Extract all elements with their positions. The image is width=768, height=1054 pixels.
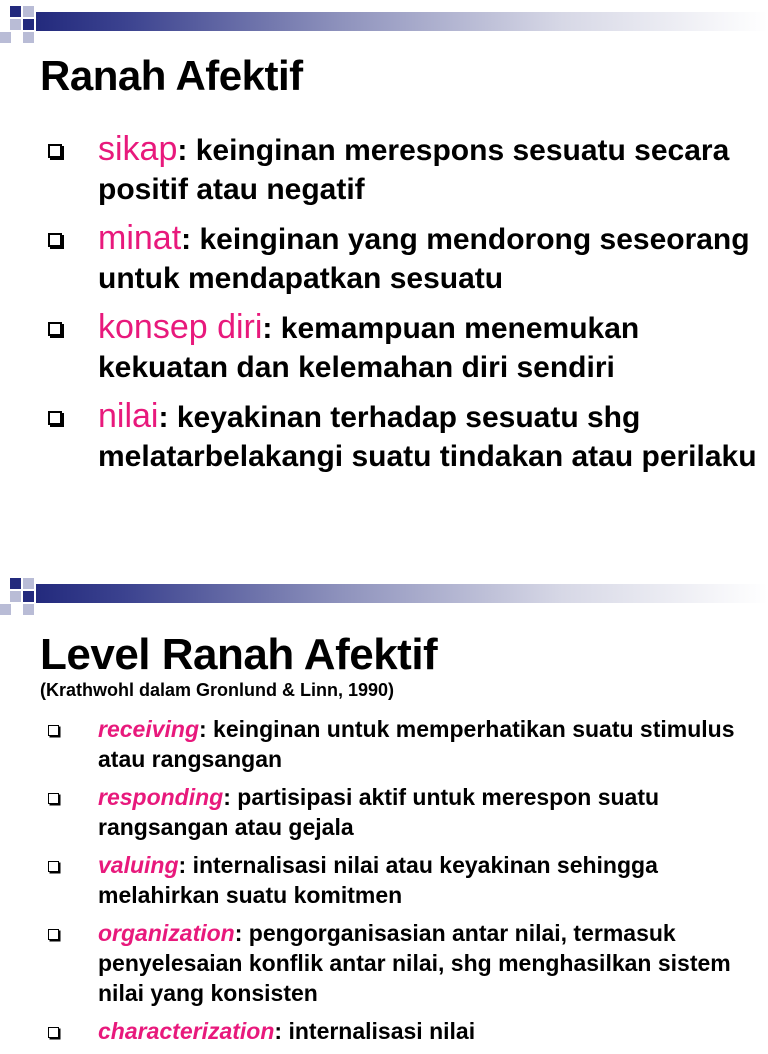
term-label: characterization — [98, 1018, 275, 1044]
term-separator: : — [181, 223, 192, 256]
term-separator: : — [158, 401, 169, 434]
slide-gap — [0, 560, 768, 572]
header-gradient-bar — [36, 12, 768, 31]
slide-header-decoration — [0, 572, 768, 620]
term-separator: : — [234, 920, 243, 946]
checkbox-bullet-icon — [48, 725, 59, 736]
header-square — [23, 604, 34, 615]
definition-text: internalisasi nilai atau keyakinan sehingga melahirkan suatu komitmen — [98, 852, 658, 908]
term-separator: : — [178, 852, 187, 878]
list-item — [0, 397, 760, 476]
term-label: responding — [98, 784, 224, 810]
checkbox-bullet-icon — [48, 233, 62, 247]
term-label: minat — [98, 219, 182, 257]
term-separator: : — [199, 716, 207, 742]
header-square — [23, 19, 34, 30]
list-item — [0, 850, 760, 910]
checkbox-bullet-icon — [48, 861, 59, 872]
header-square — [10, 578, 21, 589]
header-square — [0, 604, 11, 615]
slide-header-decoration — [0, 0, 768, 48]
term-label: receiving — [98, 716, 199, 742]
checkbox-bullet-icon — [48, 929, 59, 940]
definition-text: kemampuan menemukan kekuatan dan kelemahan diri sendiri — [98, 312, 640, 384]
header-square — [23, 578, 34, 589]
definition-text: pengorganisasian antar nilai, termasuk penyelesaian konflik antar nilai, shg menghasilkan sistem nilai yang konsisten — [98, 920, 731, 1006]
definition-text: keinginan untuk memperhatikan suatu stimulus atau rangsangan — [98, 716, 735, 772]
header-square — [23, 32, 34, 43]
header-square — [0, 32, 11, 43]
list-item — [0, 782, 760, 842]
definition-list — [0, 130, 760, 486]
list-item — [0, 130, 760, 209]
term-separator: : — [177, 134, 188, 167]
term-label: sikap — [98, 130, 178, 168]
definition-text: keinginan yang mendorong seseorang untuk mendapatkan sesuatu — [98, 223, 750, 295]
header-square — [23, 591, 34, 602]
term-label: organization — [98, 920, 235, 946]
definition-text: keyakinan terhadap sesuatu shg melatarbelakangi suatu tindakan atau perilaku — [98, 401, 757, 473]
checkbox-bullet-icon — [48, 322, 62, 336]
definition-text: partisipasi aktif untuk merespon suatu rangsangan atau gejala — [98, 784, 660, 840]
header-square — [23, 6, 34, 17]
term-label: konsep diri — [98, 308, 263, 346]
checkbox-bullet-icon — [48, 144, 62, 158]
header-square — [10, 19, 21, 30]
list-item — [0, 918, 760, 1008]
term-separator: : — [274, 1018, 283, 1044]
checkbox-bullet-icon — [48, 1027, 59, 1038]
checkbox-bullet-icon — [48, 411, 62, 425]
term-label: nilai — [98, 397, 159, 435]
definition-text: internalisasi nilai — [282, 1018, 476, 1044]
header-square — [10, 6, 21, 17]
term-separator: : — [262, 312, 273, 345]
list-item — [0, 714, 760, 774]
list-item — [0, 308, 760, 387]
page-title: Level Ranah Afektif — [40, 630, 438, 679]
term-separator: : — [223, 784, 231, 810]
slide-level-ranah-afektif — [0, 572, 768, 1044]
page-title: Ranah Afektif — [40, 52, 303, 99]
header-gradient-bar — [36, 584, 768, 603]
header-square — [10, 591, 21, 602]
checkbox-bullet-icon — [48, 793, 59, 804]
term-label: valuing — [98, 852, 179, 878]
definition-text: keinginan merespons sesuatu secara positif atau negatif — [98, 134, 730, 206]
list-item — [0, 1016, 760, 1046]
list-item — [0, 219, 760, 298]
citation-subtitle: (Krathwohl dalam Gronlund & Linn, 1990) — [40, 680, 395, 700]
level-list — [0, 714, 760, 1054]
